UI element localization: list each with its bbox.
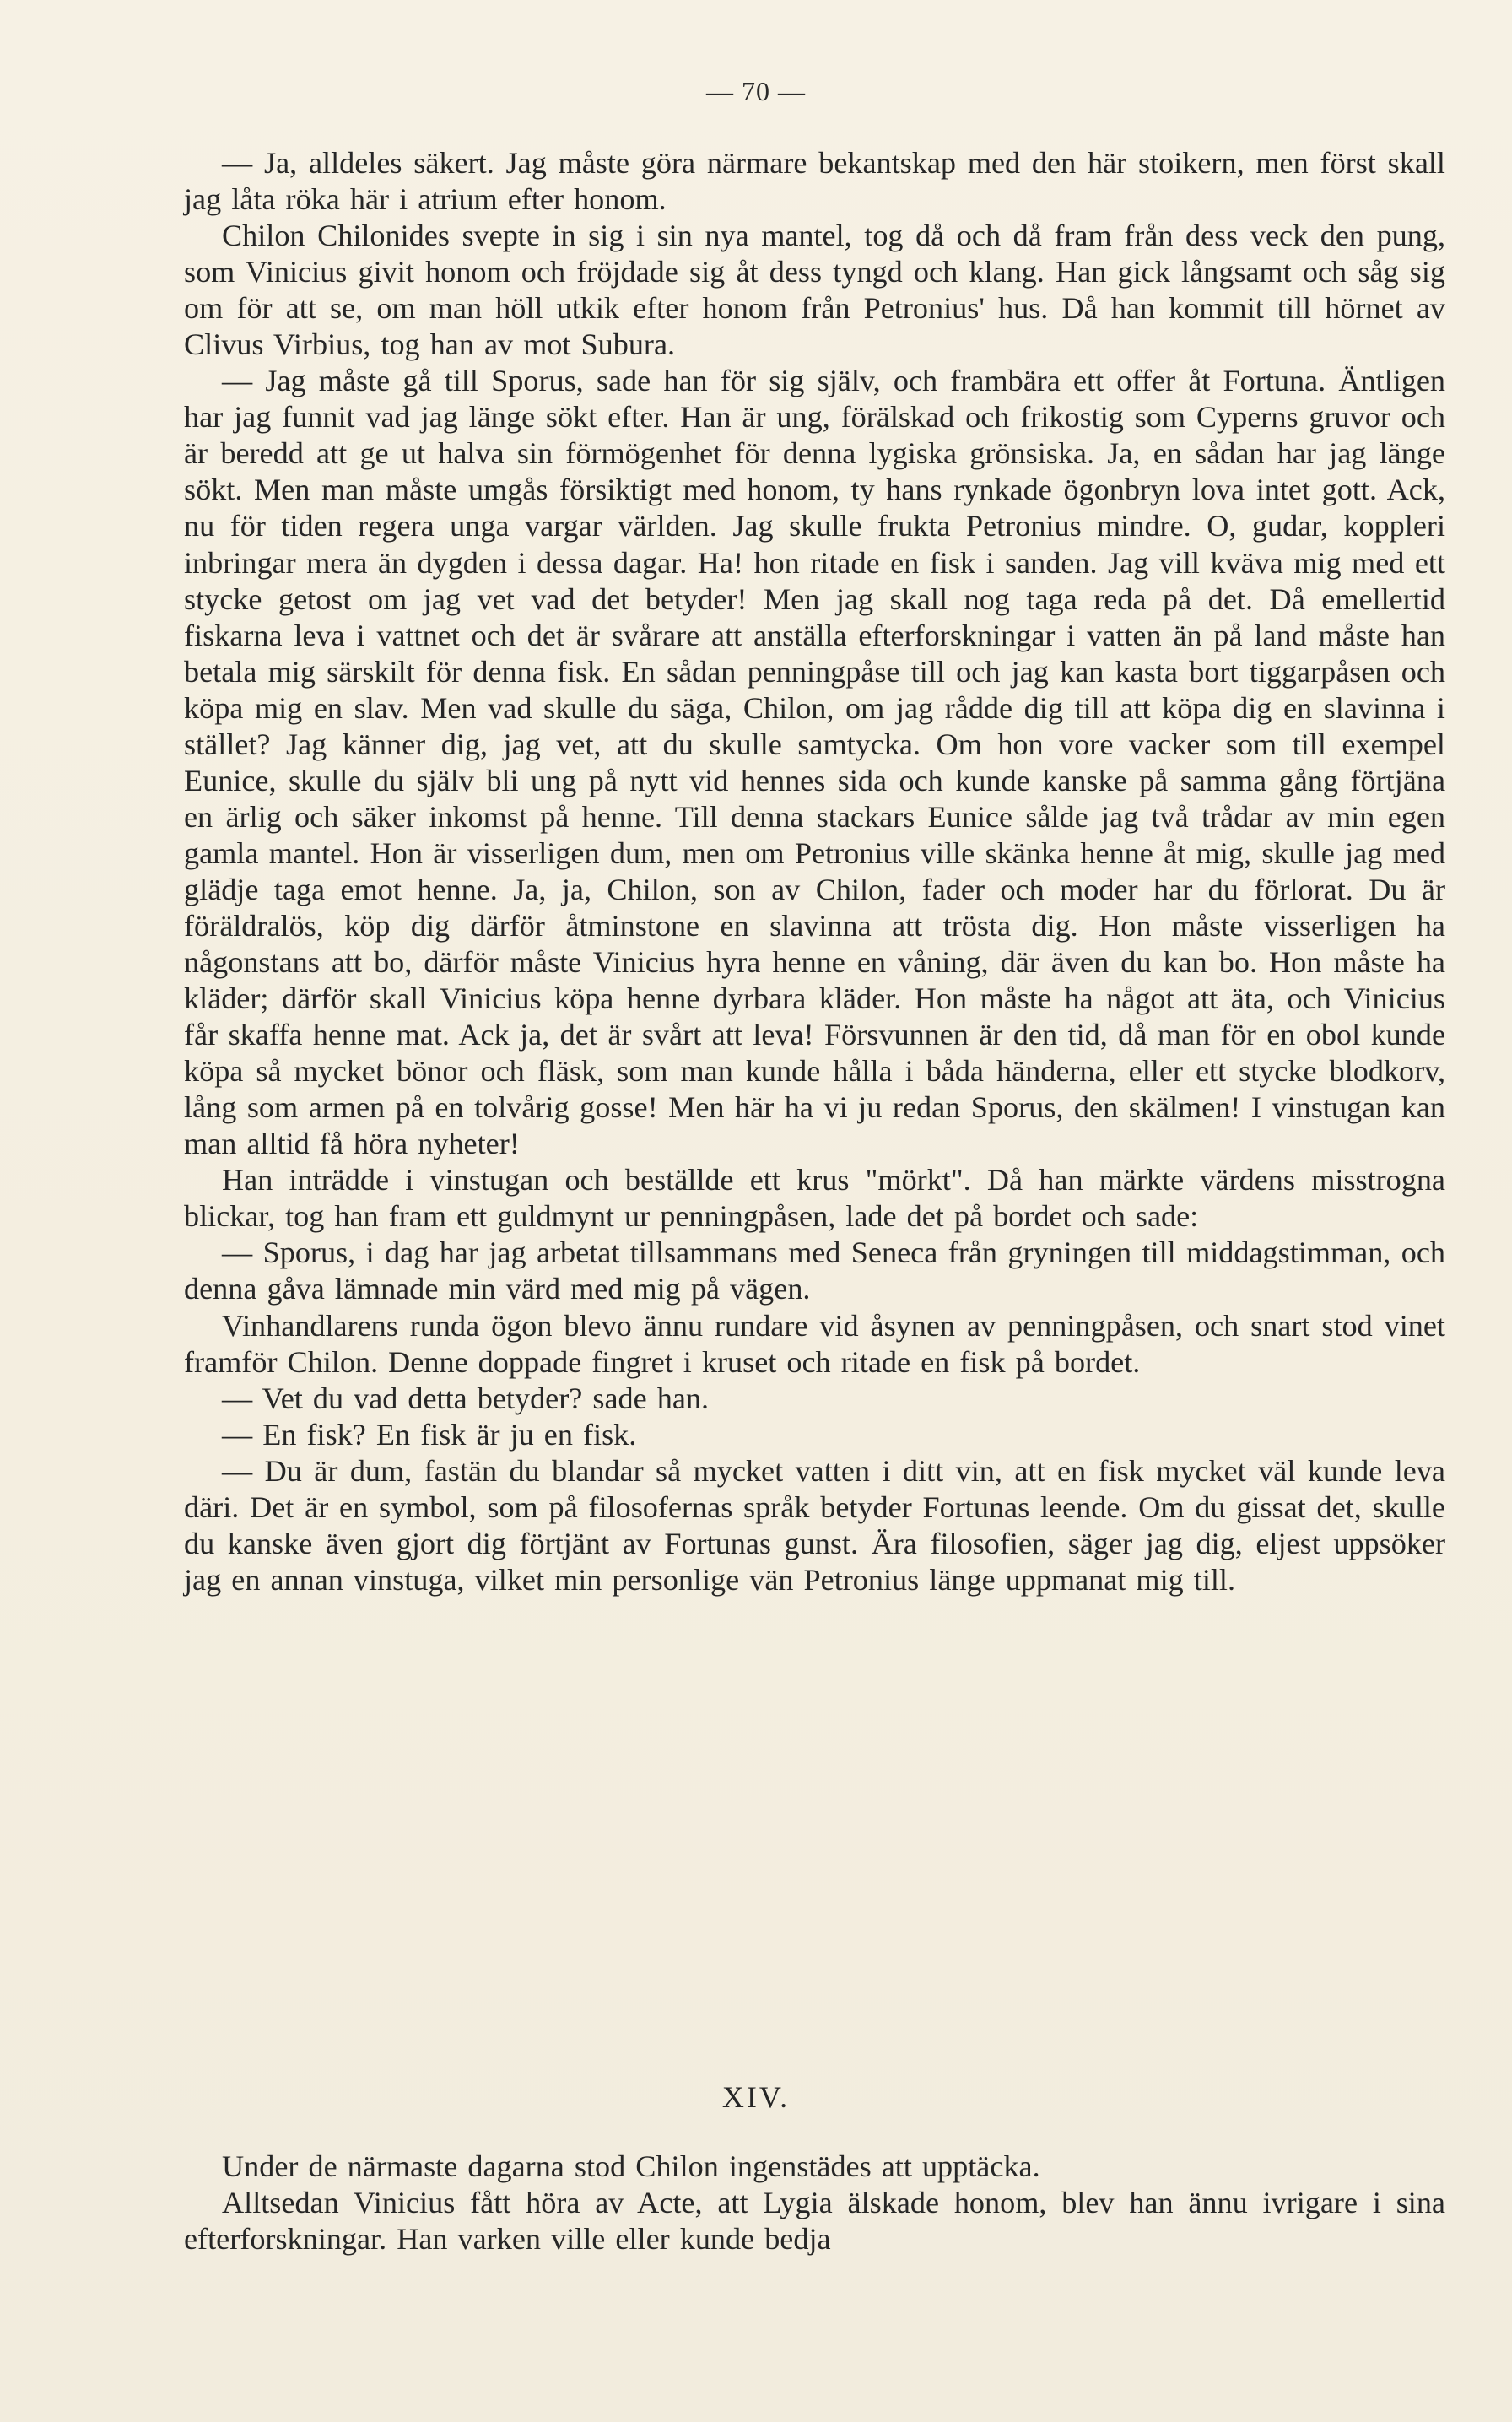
paragraph: — Du är dum, fastän du blandar så mycket vatten i ditt vin, att en fisk mycket väl kunde leva däri. Det är en symbol, som på filosofernas språk betyder Fortunas leende. Om du gissat det, skulle du kanske även gjort dig förtjänt av Fortunas gunst. Ära filosofien, säger jag dig, eljest uppsöker jag en annan vinstuga, vilket min personlige vän Petronius länge uppmanat mig till. — [184, 1453, 1445, 1597]
paragraph: — Jag måste gå till Sporus, sade han för sig själv, och frambära ett offer åt Fortuna. Äntligen har jag funnit vad jag länge sökt efter. Han är ung, förälskad och frikostig som Cyperns gruvor och är beredd att ge ut halva sin förmögenhet för denna lygiska grönsiska. Ja, en sådan har jag länge sökt. Men man måste umgås försiktigt med honom, ty hans rynkade ögonbryn lova intet gott. Ack, nu för tiden regera unga vargar världen. Jag skulle frukta Petronius mindre. O, gudar, koppleri inbringar mera än dygden i dessa dagar. Ha! hon ritade en fisk i sanden. Jag vill kväva mig med ett stycke getost om jag vet vad det betyder! Men jag skall nog taga reda på det. Då emellertid fiskarna leva i vattnet och det är svårare att anställa efterforskningar i vatten än på land måste han betala mig särskilt för denna fisk. En sådan penningpåse till och jag kan kasta bort tiggarpåsen och köpa mig en slav. Men vad skulle du säga, Chilon, om jag rådde dig till att köpa dig en slavinna i stället? Jag känner dig, jag vet, att du skulle samtycka. Om hon vore vacker som till exempel Eunice, skulle du själv bli ung på nytt vid hennes sida och kunde kanske på samma gång förtjäna en ärlig och säker inkomst på henne. Till denna stackars Eunice sålde jag två trådar av min egen gamla mantel. Hon är visserligen dum, men om Petronius ville skänka henne åt mig, skulle jag med glädje taga emot henne. Ja, ja, Chilon, son av Chilon, fader och moder har du förlorat. Du är föräldralös, köp dig därför åtminstone en slavinna att trösta dig. Hon måste visserligen ha någonstans att bo, därför måste Vinicius hyra henne en våning, där även du kan bo. Hon måste ha kläder; därför skall Vinicius köpa henne dyrbara kläder. Hon måste ha något att äta, och Vinicius får skaffa henne mat. Ack ja, det är svårt att leva! Försvunnen är den tid, då man för en obol kunde köpa så mycket bönor och fläsk, som man kunde hålla i båda händerna, eller ett stycke blodkorv, lång som armen på en tolvårig gosse! Men här ha vi ju redan Sporus, den skälmen! I vinstugan kan man alltid få höra nyheter! — [184, 364, 1445, 1161]
body-text — [184, 145, 1445, 1598]
page-number: — 70 — — [706, 76, 806, 106]
paragraph: — En fisk? En fisk är ju en fisk. — [222, 1417, 637, 1452]
paragraph: — Vet du vad detta betyder? sade han. — [222, 1381, 710, 1415]
paragraph: Alltsedan Vinicius fått höra av Acte, att Lygia älskade honom, blev han ännu ivrigare i sina efterforskningar. Han varken ville eller kunde bedja — [184, 2186, 1445, 2257]
paragraph: Vinhandlarens runda ögon blevo ännu rundare vid åsynen av penningpåsen, och snart stod vinet framför Chilon. Denne doppade fingret i kruset och ritade en fisk på bordet. — [184, 1308, 1445, 1379]
chapter-text — [184, 2149, 1445, 2257]
paragraph: Chilon Chilonides svepte in sig i sin nya mantel, tog då och då fram från dess veck den pung, som Vinicius givit honom och fröjdade sig åt dess tyngd och klang. Han gick långsamt och såg sig om för att se, om man höll utkik efter honom från Petronius' hus. Då han kommit till hörnet av Clivus Virbius, tog han av mot Subura. — [184, 219, 1445, 362]
paragraph: Han inträdde i vinstugan och beställde ett krus "mörkt". Då han märkte värdens misstrogna blickar, tog han fram ett guldmynt ur penningpåsen, lade det på bordet och sade: — [184, 1163, 1445, 1234]
paragraph: — Ja, alldeles säkert. Jag måste göra närmare bekantskap med den här stoikern, men först skall jag låta röka här i atrium efter honom. — [184, 146, 1445, 217]
chapter-heading: XIV. — [721, 2080, 791, 2114]
paragraph: Under de närmaste dagarna stod Chilon ingenstädes att upptäcka. — [222, 2149, 1040, 2183]
paragraph: — Sporus, i dag har jag arbetat tillsammans med Seneca från gryningen till middagstimman, och denna gåva lämnade min värd med mig på vägen. — [184, 1235, 1445, 1306]
